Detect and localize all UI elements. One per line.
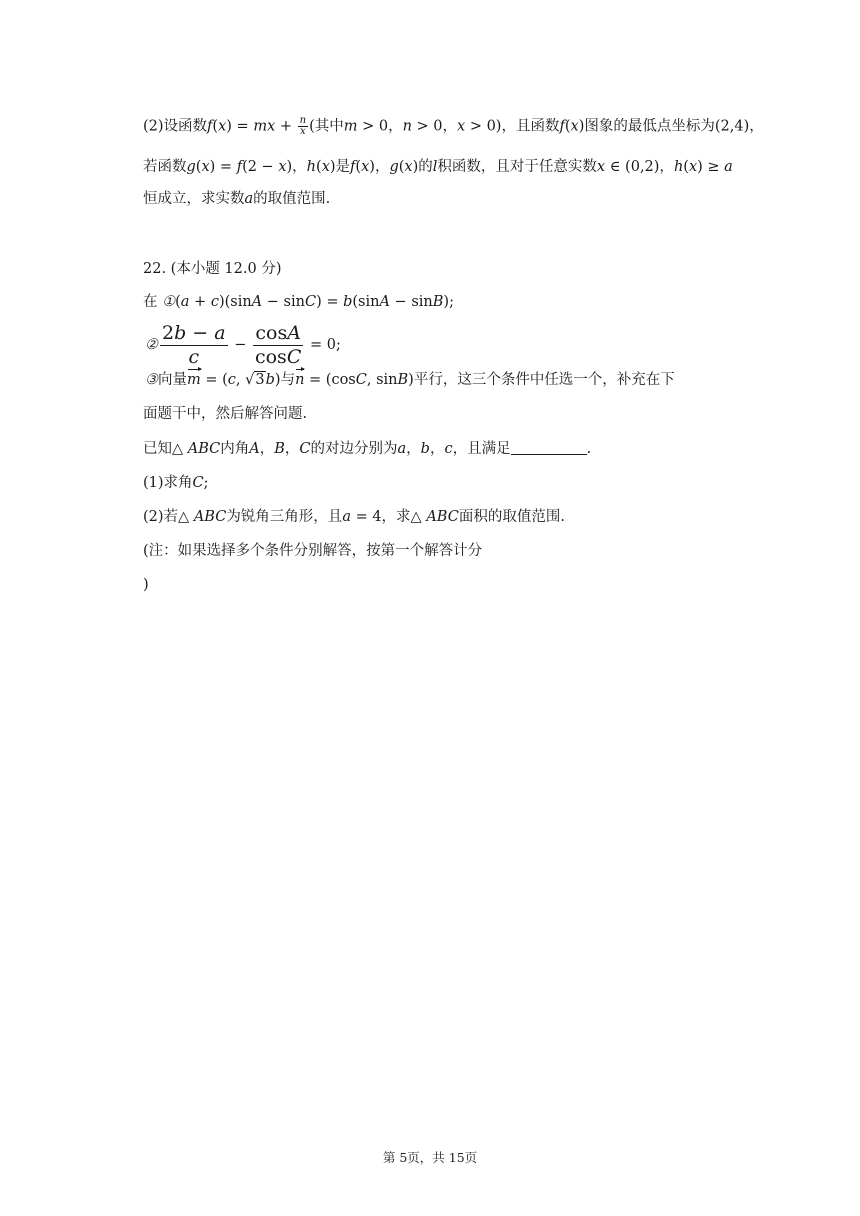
- text: )的: [412, 159, 433, 175]
- problem22-condition-2: [145, 322, 341, 368]
- text: cos: [255, 322, 288, 344]
- text: )是: [329, 159, 351, 175]
- text: ，: [429, 441, 445, 457]
- text: (: [195, 159, 202, 175]
- radical-sign: √: [245, 372, 255, 388]
- math-var: x: [457, 118, 466, 135]
- math-var: h: [306, 159, 317, 175]
- problem22-header: 22. (本小题 12.0 分): [143, 261, 282, 277]
- circled-number-1: ①: [162, 294, 176, 310]
- text: (: [355, 159, 362, 175]
- text: , sin: [366, 372, 398, 388]
- text: 在: [143, 294, 163, 310]
- math-var: x: [267, 118, 276, 135]
- math-var: m: [253, 118, 268, 135]
- math-var: x: [201, 159, 210, 175]
- text: );: [443, 294, 454, 310]
- text: (: [683, 159, 689, 175]
- math-var: f: [350, 159, 356, 175]
- math-var: a: [397, 441, 407, 457]
- math-var: c: [210, 294, 219, 310]
- math-var: g: [389, 159, 399, 175]
- text: ，: [284, 441, 300, 457]
- text: (2)若△: [143, 509, 194, 525]
- math-var: a: [214, 322, 226, 344]
- math-var: a: [724, 159, 733, 175]
- math-var: x: [361, 159, 370, 175]
- text: +: [189, 294, 211, 310]
- radicand: [254, 371, 265, 388]
- text: (: [398, 159, 405, 175]
- problem22-condition-1: [143, 292, 454, 312]
- math-var: a: [244, 191, 254, 207]
- math-var: f: [207, 118, 213, 135]
- math-var: m: [343, 118, 358, 135]
- text: > 0，: [411, 118, 458, 135]
- circled-number-2: ②: [145, 337, 158, 353]
- text: (: [564, 118, 571, 135]
- problem21-part2-line2: [143, 157, 733, 177]
- text: ，: [259, 441, 275, 457]
- vector-n: n: [295, 372, 305, 388]
- math-var: a: [180, 294, 190, 310]
- text: ，且满足: [452, 441, 511, 457]
- text: )，: [369, 159, 390, 175]
- text: 已知△: [143, 441, 188, 457]
- text: (2)设函数: [143, 118, 208, 135]
- math-var: x: [278, 159, 287, 175]
- text: 3: [255, 372, 265, 388]
- math-var: C: [299, 441, 311, 457]
- problem22-note: (注：如果选择多个条件分别解答，按第一个解答计分: [143, 543, 483, 559]
- math-var: B: [274, 441, 285, 457]
- problem22-question-1: [143, 473, 209, 493]
- text: 恒成立，求实数: [143, 191, 245, 207]
- text: 向量: [158, 372, 187, 388]
- math-var: ABC: [426, 509, 459, 525]
- math-var: A: [249, 441, 260, 457]
- problem22-condition-3-continued: 面题干中，然后解答问题.: [143, 406, 308, 422]
- text: 的对边分别为: [310, 441, 398, 457]
- math-var: x: [321, 159, 330, 175]
- sqrt-3b: [245, 370, 265, 390]
- problem22-condition-3: [145, 370, 675, 390]
- problem22-question-2: [143, 507, 565, 527]
- math-var: B: [432, 294, 444, 310]
- math-var: f: [559, 118, 565, 135]
- fraction-denominator: [253, 346, 303, 368]
- math-var: l: [432, 159, 438, 175]
- math-var: x: [404, 159, 413, 175]
- text: 2: [162, 322, 175, 344]
- math-var: b: [343, 294, 353, 310]
- math-var: g: [186, 159, 196, 175]
- text: ) =: [316, 294, 344, 310]
- math-var: ABC: [193, 509, 227, 525]
- math-var: ABC: [187, 441, 221, 457]
- fraction-2b-minus-a-over-c: [160, 322, 228, 368]
- problem22-note-close: ): [143, 577, 149, 593]
- text: )平行，这三个条件中任选一个，补充在下: [408, 372, 675, 388]
- fraction-denominator: c: [188, 346, 200, 368]
- text: (sin: [352, 294, 380, 310]
- text: ,: [235, 372, 246, 388]
- fraction-numerator: [160, 322, 228, 346]
- math-var: x: [688, 159, 698, 175]
- text: (: [212, 118, 219, 135]
- math-var: A: [379, 294, 390, 310]
- text: ) =: [209, 159, 237, 175]
- text: = (: [200, 372, 228, 388]
- text: = (cos: [304, 372, 356, 388]
- text: 的取值范围.: [253, 191, 331, 207]
- math-var: x: [218, 118, 227, 135]
- math-var: n: [402, 118, 412, 135]
- math-var: C: [355, 372, 367, 388]
- math-var: B: [397, 372, 409, 388]
- text: (: [316, 159, 322, 175]
- text: 为锐角三角形，且: [226, 509, 343, 525]
- text: ) =: [226, 118, 254, 135]
- text: − sin: [389, 294, 433, 310]
- fraction-cosA-over-cosC: [253, 322, 303, 368]
- text: ∈ (0,2)，: [605, 159, 674, 175]
- math-var: C: [192, 475, 204, 491]
- fraction-numerator: n: [299, 115, 307, 126]
- math-var: A: [287, 322, 301, 344]
- math-var: b: [265, 372, 275, 388]
- math-var: c: [444, 441, 453, 457]
- vector-m: m: [187, 372, 201, 388]
- math-var: x: [596, 159, 606, 175]
- text: ，: [406, 441, 421, 457]
- fraction-n-over-x: [298, 116, 308, 137]
- math-var: C: [304, 294, 317, 310]
- text: ) ≥: [697, 159, 725, 175]
- text: − sin: [262, 294, 305, 310]
- text: .: [586, 441, 592, 457]
- text: )(sin: [218, 294, 252, 310]
- text: > 0，: [357, 118, 403, 135]
- text: 面积的取值范围.: [458, 509, 565, 525]
- math-var: A: [251, 294, 263, 310]
- answer-blank: [511, 440, 587, 455]
- text: −: [229, 337, 251, 353]
- text: (1)求角: [143, 475, 193, 491]
- fraction-numerator: [253, 322, 303, 346]
- math-var: b: [174, 322, 187, 344]
- text: −: [186, 322, 215, 344]
- text: (其中: [309, 118, 344, 135]
- page-footer: 第 5页，共 15页: [382, 1150, 478, 1165]
- math-var: c: [227, 372, 236, 388]
- text: > 0)，且函数: [465, 118, 560, 135]
- math-var: b: [420, 441, 430, 457]
- math-var: a: [342, 509, 351, 525]
- math-var: C: [286, 346, 302, 368]
- text: ;: [203, 475, 209, 491]
- text: 积函数，且对于任意实数: [437, 159, 597, 175]
- problem21-part2-line1: [143, 116, 764, 137]
- problem21-part2-line3: [143, 189, 330, 209]
- text: cos: [254, 346, 287, 368]
- math-var: x: [570, 118, 579, 135]
- circled-number-3: ③: [145, 372, 158, 388]
- text: )，: [286, 159, 307, 175]
- text: (: [175, 294, 181, 310]
- text: = 0;: [305, 337, 341, 353]
- text: (2 −: [242, 159, 279, 175]
- text: )与: [274, 372, 296, 388]
- text: 若函数: [143, 159, 187, 175]
- text: )图象的最低点坐标为(2,4)，: [578, 118, 764, 135]
- math-var: h: [673, 159, 684, 175]
- math-var: f: [236, 159, 243, 175]
- text: 内角: [220, 441, 250, 457]
- text: = 4，求△: [350, 509, 427, 525]
- fraction-denominator: x: [300, 126, 306, 137]
- problem22-given: [143, 439, 591, 459]
- text: +: [275, 118, 297, 135]
